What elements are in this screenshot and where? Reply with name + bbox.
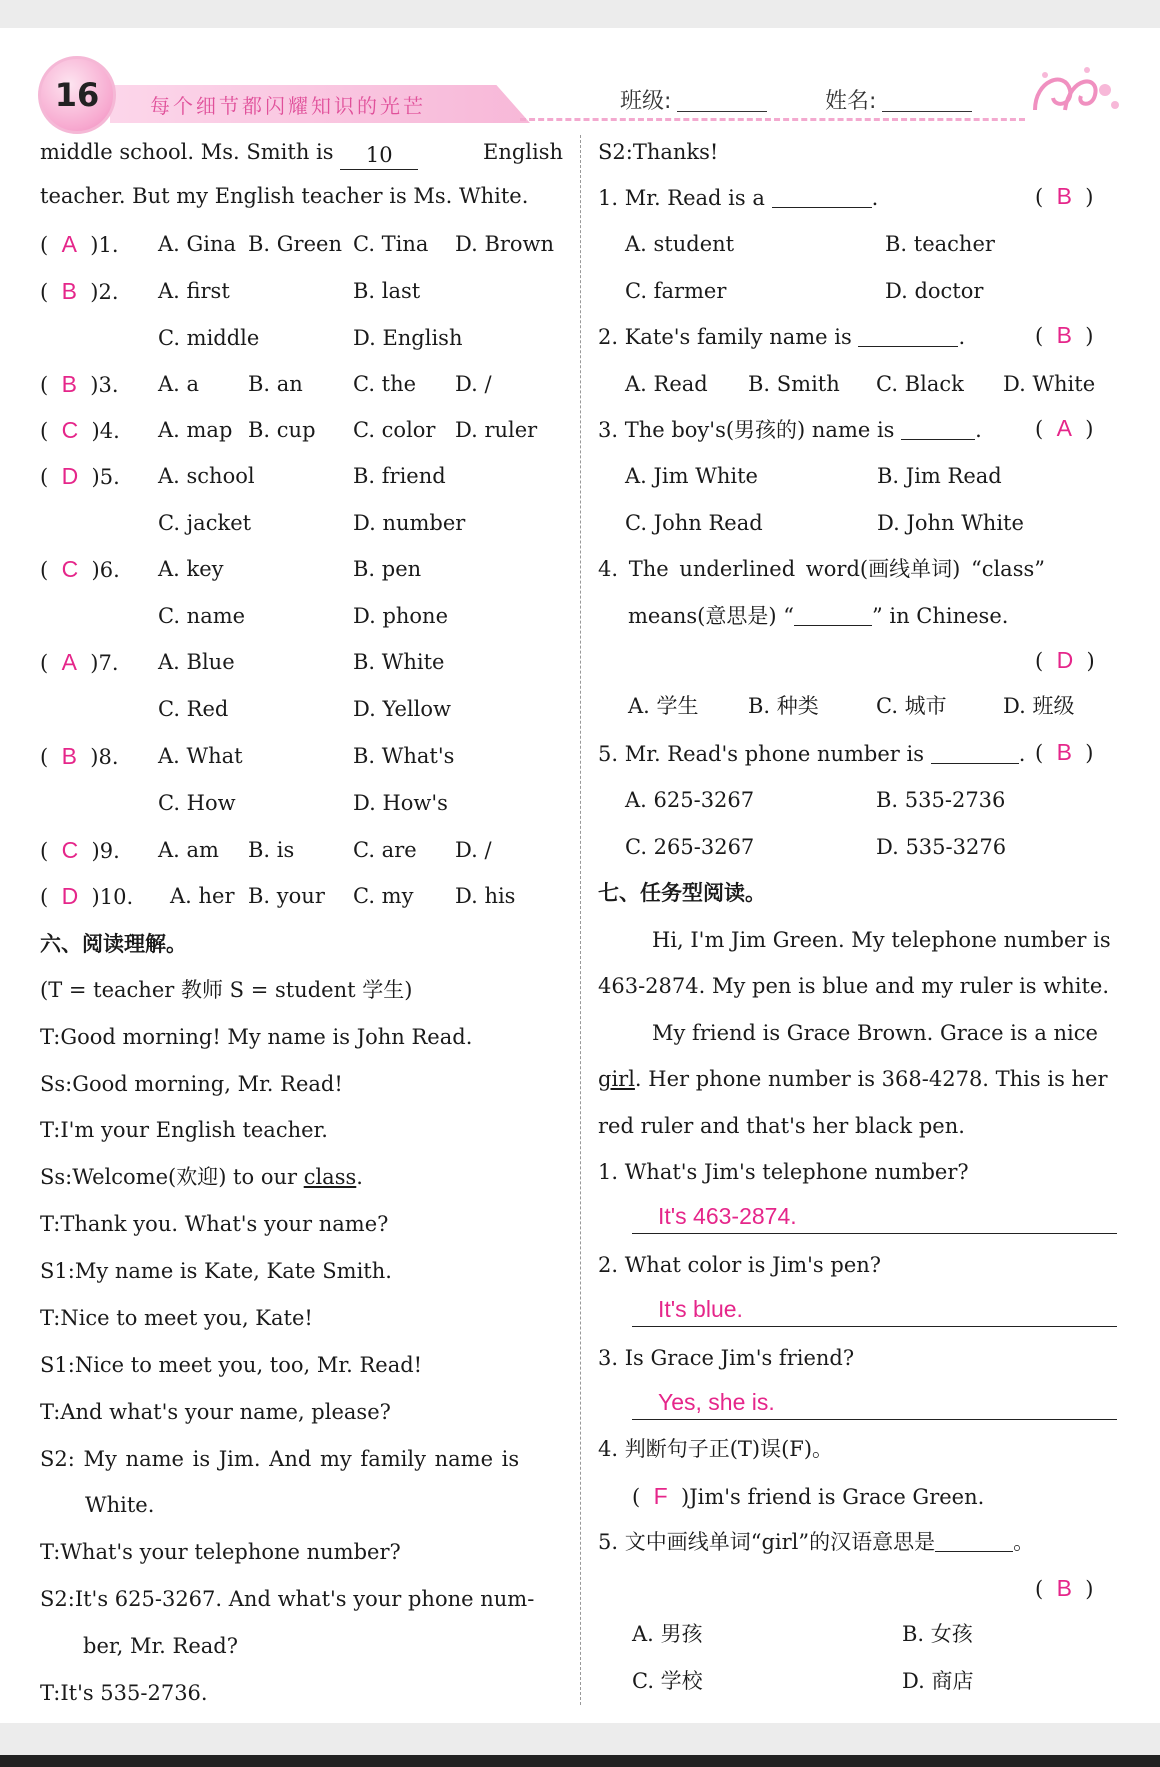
- task-question: 1. What's Jim's telephone number?: [598, 1160, 969, 1184]
- cloze-option: B. cup: [248, 418, 316, 442]
- flourish-ornament-icon: [1025, 60, 1125, 120]
- cloze-option: C. middle: [158, 326, 260, 350]
- cloze-option: B. an: [248, 372, 303, 396]
- class-field: 班级:: [620, 84, 767, 115]
- cloze-option: B. friend: [353, 464, 446, 488]
- question-4-cont: means(意思是) “ ” in Chinese.: [628, 604, 1009, 628]
- question-1: 1. Mr. Read is a .: [598, 186, 879, 210]
- cloze-number: 5.: [99, 465, 120, 489]
- cloze-question-10: ( D )10.: [40, 883, 134, 909]
- option: A. 学生: [628, 694, 699, 718]
- question-5: 5. Mr. Read's phone number is .: [598, 742, 1026, 766]
- option: C. 城市: [876, 694, 947, 718]
- cloze-option: C. How: [158, 791, 236, 815]
- cloze-number: 7.: [98, 651, 119, 675]
- passage-line: teacher. But my English teacher is Ms. White.: [40, 184, 529, 208]
- option: D. 535-3276: [876, 835, 1007, 859]
- option: A. student: [625, 232, 735, 256]
- cloze-option: B. your: [248, 884, 325, 908]
- dialogue-line: T:I'm your English teacher.: [40, 1118, 328, 1142]
- cloze-option: C. Tina: [353, 232, 429, 256]
- option: A. Read: [625, 372, 708, 396]
- task-answer[interactable]: Yes, she is.: [658, 1389, 775, 1415]
- header-dash-line: [520, 118, 1025, 121]
- passage-line: Hi, I'm Jim Green. My telephone number is: [652, 928, 1111, 952]
- option: C. farmer: [625, 279, 727, 303]
- name-blank[interactable]: [882, 111, 972, 112]
- cloze-option: A. key: [158, 557, 224, 581]
- option: D. doctor: [885, 279, 984, 303]
- underlined-word-girl: girl: [598, 1067, 635, 1091]
- cloze-option: C. jacket: [158, 511, 252, 535]
- task-4-title: 4. 判断句子正(T)误(F)。: [598, 1437, 834, 1461]
- dialogue-line: T:It's 535-2736.: [40, 1681, 208, 1705]
- cloze-question-4: ( C )4.: [40, 417, 120, 443]
- cloze-answer: A: [61, 649, 77, 675]
- dialogue-line: Ss:Welcome(欢迎) to our class.: [40, 1165, 363, 1189]
- dialogue-line: S2: My name is Jim. And my family name is: [40, 1447, 520, 1471]
- answer-q3: ( A ): [1035, 415, 1094, 441]
- option: B. teacher: [885, 232, 995, 256]
- cloze-option: B. What's: [353, 744, 455, 768]
- cloze-number: 8.: [98, 745, 119, 769]
- legend: (T = teacher 教师 S = student 学生): [40, 978, 413, 1002]
- dialogue-line: S1:Nice to meet you, too, Mr. Read!: [40, 1353, 423, 1377]
- task-4-item: ( F )Jim's friend is Grace Green.: [632, 1483, 985, 1509]
- cloze-option: D. Brown: [455, 232, 555, 256]
- option: A. Jim White: [625, 464, 758, 488]
- cloze-option: A. first: [158, 279, 230, 303]
- answer-line: [632, 1326, 1117, 1327]
- cloze-question-1: ( A )1.: [40, 231, 119, 257]
- passage-line: English: [483, 140, 564, 164]
- dialogue-line: T:Nice to meet you, Kate!: [40, 1306, 313, 1330]
- question-4: 4. The underlined word(画线单词) “class”: [598, 557, 1045, 581]
- dialogue-line: T:What's your telephone number?: [40, 1540, 401, 1564]
- option: C. 学校: [632, 1669, 703, 1693]
- cloze-option: C. Red: [158, 697, 229, 721]
- option: C. 265-3267: [625, 835, 755, 859]
- blank-10: 10: [340, 141, 418, 170]
- cloze-number: 1.: [98, 233, 119, 257]
- cloze-question-9: ( C )9.: [40, 837, 120, 863]
- dialogue-line: Ss:Good morning, Mr. Read!: [40, 1072, 343, 1096]
- cloze-answer: C: [61, 556, 79, 582]
- underlined-word-class: class: [303, 1165, 357, 1189]
- cloze-answer: D: [61, 463, 79, 489]
- answer-line: [632, 1233, 1117, 1234]
- question-2: 2. Kate's family name is .: [598, 325, 966, 349]
- cloze-number: 6.: [99, 558, 120, 582]
- option: C. John Read: [625, 511, 763, 535]
- option: D. 班级: [1003, 694, 1075, 718]
- cloze-number: 3.: [98, 373, 119, 397]
- cloze-option: A. map: [158, 418, 233, 442]
- cloze-answer: C: [61, 837, 79, 863]
- answer-t5: ( B ): [1035, 1575, 1094, 1601]
- cloze-option: A. am: [158, 838, 219, 862]
- cloze-option: D. ruler: [455, 418, 538, 442]
- option: B. 女孩: [902, 1622, 973, 1646]
- answer-q5: ( B ): [1035, 739, 1094, 765]
- cloze-option: A. a: [158, 372, 200, 396]
- slogan: 每个细节都闪耀知识的光芒: [150, 94, 426, 118]
- answer-line: [632, 1419, 1117, 1420]
- dialogue-line: S1:My name is Kate, Kate Smith.: [40, 1259, 392, 1283]
- cloze-option: A. her: [170, 884, 235, 908]
- cloze-option: A. What: [158, 744, 243, 768]
- cloze-option: D. his: [455, 884, 516, 908]
- cloze-question-3: ( B )3.: [40, 371, 119, 397]
- column-divider: [580, 135, 581, 1705]
- answer-q1: ( B ): [1035, 183, 1094, 209]
- option: B. Smith: [748, 372, 840, 396]
- cloze-question-8: ( B )8.: [40, 743, 119, 769]
- cloze-question-5: ( D )5.: [40, 463, 120, 489]
- cloze-question-2: ( B )2.: [40, 278, 119, 304]
- class-blank[interactable]: [677, 111, 767, 112]
- cloze-option: D. How's: [353, 791, 448, 815]
- cloze-answer: B: [61, 278, 77, 304]
- cloze-option: C. name: [158, 604, 246, 628]
- option: A. 男孩: [632, 1622, 703, 1646]
- passage-line: My friend is Grace Brown. Grace is a nice: [652, 1021, 1098, 1045]
- dialogue-line: T:And what's your name, please?: [40, 1400, 391, 1424]
- cloze-number: 2.: [98, 280, 119, 304]
- section7-title: 七、任务型阅读。: [598, 881, 766, 905]
- dialogue-line: T:Good morning! My name is John Read.: [40, 1025, 473, 1049]
- cloze-option: C. my: [353, 884, 414, 908]
- question-3: 3. The boy's(男孩的) name is .: [598, 418, 982, 442]
- option: D. John White: [877, 511, 1024, 535]
- cloze-option: A. school: [158, 464, 255, 488]
- cloze-option: B. Green: [248, 232, 342, 256]
- cloze-number: 10.: [99, 885, 134, 909]
- cloze-option: D. /: [455, 838, 492, 862]
- option: B. 种类: [748, 694, 819, 718]
- dialogue-line: T:Thank you. What's your name?: [40, 1212, 389, 1236]
- option: D. 商店: [902, 1669, 974, 1693]
- dialogue-line: ber, Mr. Read?: [83, 1634, 238, 1658]
- passage-line: girl. Her phone number is 368-4278. This is her: [598, 1067, 1108, 1091]
- name-field: 姓名:: [825, 84, 972, 115]
- cloze-option: D. Yellow: [353, 697, 451, 721]
- task-question: 2. What color is Jim's pen?: [598, 1253, 882, 1277]
- passage-line: 463-2874. My pen is blue and my ruler is white.: [598, 974, 1110, 998]
- section6-title: 六、阅读理解。: [40, 932, 187, 956]
- passage-line: red ruler and that's her black pen.: [598, 1114, 965, 1138]
- cloze-option: C. the: [353, 372, 417, 396]
- task-question: 3. Is Grace Jim's friend?: [598, 1346, 855, 1370]
- cloze-answer: C: [61, 417, 79, 443]
- page-number-badge: [38, 56, 116, 134]
- dialogue-line: White.: [85, 1493, 155, 1517]
- cloze-option: D. phone: [353, 604, 449, 628]
- cloze-option: B. last: [353, 279, 421, 303]
- cloze-option: B. pen: [353, 557, 422, 581]
- task-5-title: 5. 文中画线单词“girl”的汉语意思是 。: [598, 1530, 1035, 1554]
- cloze-option: D. /: [455, 372, 492, 396]
- passage-line: middle school. Ms. Smith is 10: [40, 138, 418, 170]
- cloze-question-7: ( A )7.: [40, 649, 119, 675]
- cloze-option: B. is: [248, 838, 295, 862]
- cloze-answer: B: [61, 743, 77, 769]
- dialogue-line: S2:Thanks!: [598, 140, 719, 164]
- task-answer[interactable]: It's 463-2874.: [658, 1203, 797, 1229]
- cloze-answer: A: [61, 231, 77, 257]
- cloze-option: D. number: [353, 511, 466, 535]
- cloze-option: C. color: [353, 418, 436, 442]
- cloze-number: 4.: [99, 419, 120, 443]
- option: D. White: [1003, 372, 1096, 396]
- cloze-answer: B: [61, 371, 77, 397]
- answer-q4: ( D ): [1035, 647, 1095, 673]
- cloze-option: A. Gina: [158, 232, 237, 256]
- answer-q2: ( B ): [1035, 322, 1094, 348]
- option: A. 625-3267: [625, 788, 755, 812]
- option: B. Jim Read: [877, 464, 1002, 488]
- cloze-option: D. English: [353, 326, 463, 350]
- dialogue-line: S2:It's 625-3267. And what's your phone num-: [40, 1587, 535, 1611]
- cloze-question-6: ( C )6.: [40, 556, 120, 582]
- cloze-option: A. Blue: [158, 650, 235, 674]
- bottom-bar: [0, 1755, 1160, 1767]
- page-number: 16: [54, 76, 100, 114]
- cloze-option: B. White: [353, 650, 445, 674]
- cloze-answer: D: [61, 883, 79, 909]
- option: C. Black: [876, 372, 964, 396]
- option: B. 535-2736: [876, 788, 1006, 812]
- task-answer[interactable]: It's blue.: [658, 1296, 743, 1322]
- cloze-option: C. are: [353, 838, 417, 862]
- cloze-number: 9.: [99, 839, 120, 863]
